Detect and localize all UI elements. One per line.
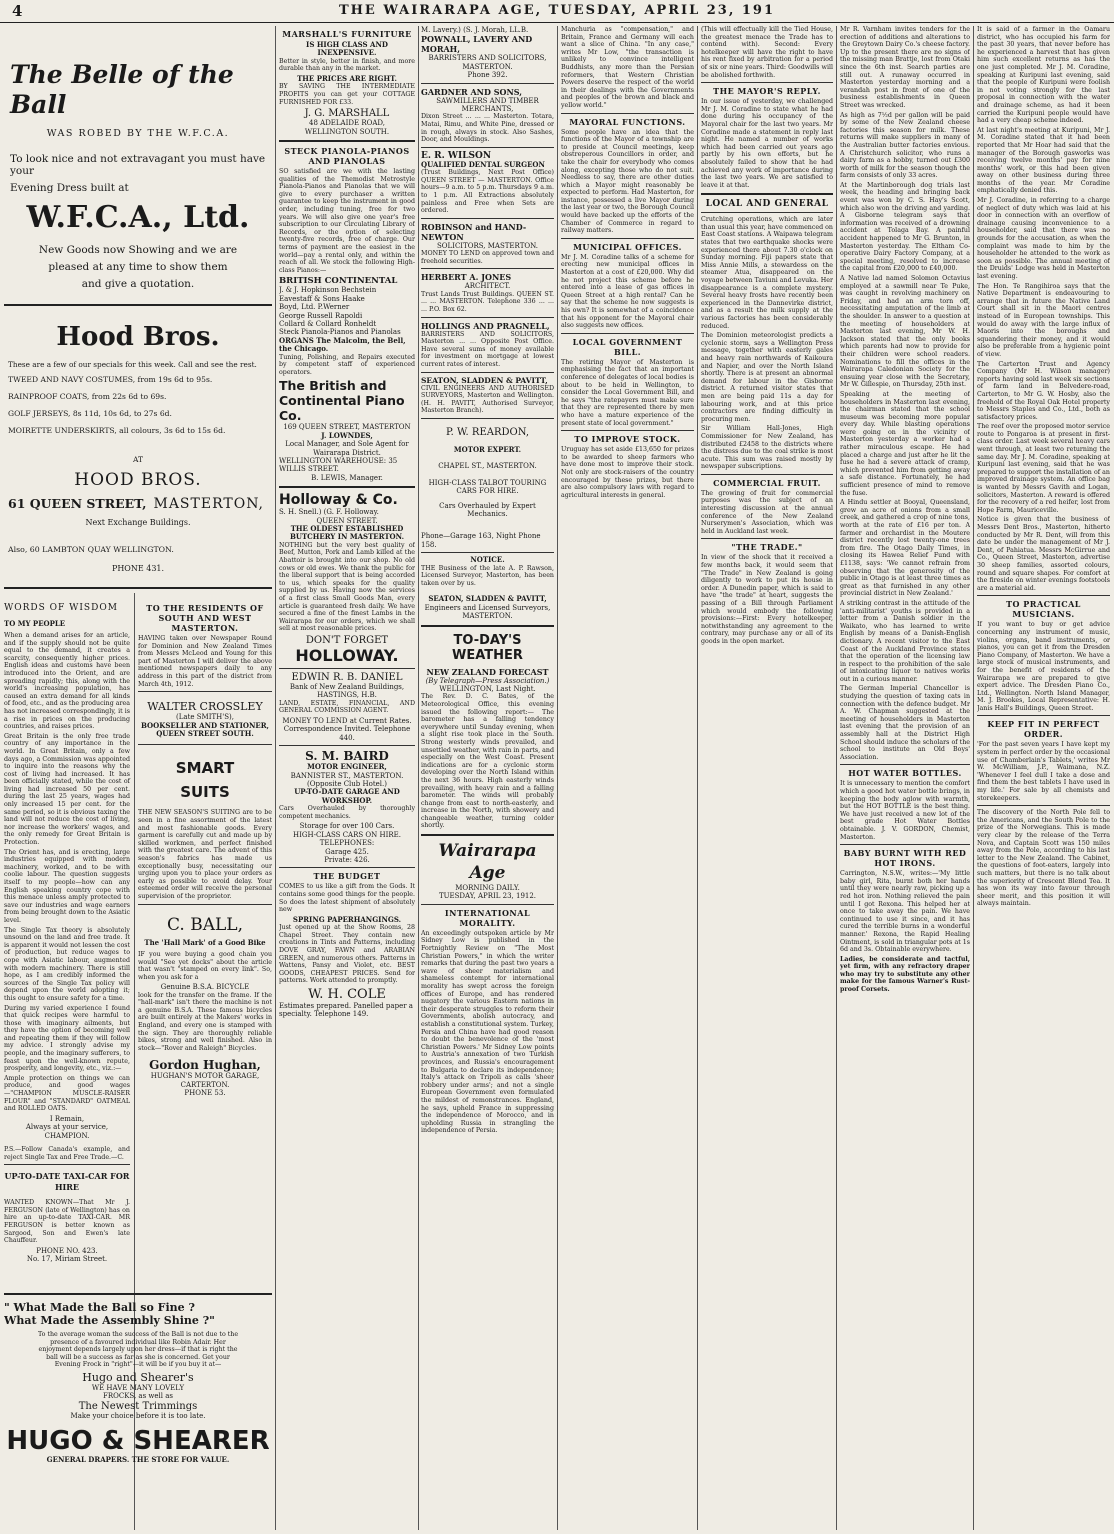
- baird-body: Cars Overhauled by thoroughly competent mechanics.: [279, 805, 415, 820]
- reardon-overhaul: Cars Overhauled by Expert Mechanics.: [439, 501, 536, 518]
- wilson-title: E. R. WILSON: [421, 150, 492, 161]
- steck-list-item: BRITISH CONTINENTAL: [279, 276, 398, 287]
- daniel-money: MONEY TO LEND at Current Rates.: [282, 716, 412, 725]
- pownall-sub: BARRISTERS AND SOLICITORS, MASTERTON.: [428, 54, 547, 71]
- marshall-body: Better in style, better in finish, and more durable than any in the market.: [279, 57, 415, 73]
- col4-para: The retiring Mayor of Masterton is emphasising the fact that an important conference of delegates of local bodies is about to be held in Wellington, to consider the Local Government Bill, and he says "the ratepayers must make sure that they are represented there by men who have a mature experience of the present state of local government.": [561, 358, 694, 427]
- baird-sub: MOTOR ENGINEER,: [307, 762, 387, 772]
- hugo-line: FROCKS, as well as: [102, 1392, 174, 1401]
- jones-sub: ARCHITECT.: [464, 282, 511, 291]
- wisdom-para: Ample protection on things we can produce, and good wages—"CHAMPION MUSCLE-RAISER FLOUR" and "STANDARD" OATMEAL and ROLLED OATS.: [4, 1074, 130, 1113]
- pownall-title: POWNALL, LAVERY AND MORAH,: [421, 34, 533, 55]
- hugo-line: Make your choice before it is too late.: [70, 1411, 206, 1420]
- col4-para: Manchuria as "compensation," and Britain, France and Germany will each want a slice of China. "In any case," writes Mr Low, "the transaction is unlikely to convince intelligent Buddhists, any more than the Persian reformers, that Western Christian Powers deserve the respect of the world in their dealings with the Governments and peoples of the brown and black and yellow world.": [561, 26, 694, 109]
- column-rule: [973, 26, 974, 1530]
- suits-title2: SUITS: [180, 783, 230, 802]
- col6-para: Carrington, N.S.W., writes:—'My little baby girl, Rita, burnt both her hands until they were nearly raw, picking up a red hot iron. Nothing relieved the pain until I got Rexona. This helped her at once to take away the pain. We have continued to use it since, and it has cured the terrible burns in a wonderful manner.' Rexona, the Rapid Healing Ointment, is sold in triangular pots at 1s 6d and 3s. Obtainable everywhere.: [840, 870, 970, 954]
- col4-para: Mr J. M. Coradine talks of a scheme for erecting new municipal offices in Masterton at a cost of £20,000. Why did he not project this scheme before he entered into a lease of gas offices in Queen Street at a high rental? Can he say that the scheme he now suggests is his own? It is somewhat of a coincidence that his opponent for the Mayoral chair also suggests new offices.: [561, 253, 694, 330]
- steck-list-item: George Russell Rapoldi: [279, 311, 363, 320]
- holloway-title: Holloway & Co.: [279, 492, 398, 509]
- municipal-title: MUNICIPAL OFFICES.: [573, 241, 682, 252]
- steck-list-item: Steck Pianola-Pianos and Pianolas: [279, 328, 401, 337]
- robinson-title: ROBINSON and HAND-NEWTON: [421, 221, 527, 242]
- hughan-garage: HUGHAN'S MOTOR GARAGE,: [150, 1072, 260, 1081]
- hugo-line: The Newest Trimmings: [78, 1400, 198, 1412]
- hood-next: Next Exchange Buildings.: [85, 518, 191, 527]
- hood-town: MASTERTON,: [153, 496, 264, 512]
- col4-para: Uruguay has set aside £13,650 for prizes to be awarded to sheep farmers who have done most to improve their stock. Not only are stock-raisers of the country encouraged by these prizes, but there are also compulsory laws with regard to agricultural interests in general.: [561, 446, 694, 499]
- notice-body: THE Business of the late A. P. Rawson, Licensed Surveyor, Masterton, has been taken over by us.: [421, 564, 554, 587]
- steck-tuning: Tuning, Polishing, and Repairs executed by competent staff of experienced operators.: [279, 353, 415, 376]
- ball-name: C. BALL,: [167, 914, 243, 935]
- crossley-late: (Late SMITH'S),: [176, 713, 234, 722]
- steck-list-item: Collard & Collard Ronheldt: [279, 319, 377, 328]
- wisdom-sub: TO MY PEOPLE: [4, 619, 66, 628]
- wisdom-title: WORDS OF WISDOM: [4, 603, 118, 613]
- ball-title2: What Made the Assembly Shine ?": [4, 1314, 215, 1327]
- wisdom-para: The Orient has, and is erecting, large industries equipped with modern machinery, worked, and to be with coolie labour. The question suggests itself to my people—how can any English speaking country cope with this menace unless amply protected to save our industries and wage earners from being brought down to the Asiatic level.: [4, 848, 130, 924]
- col5-para: In view of the shock that it received a few months back, it would seem that "The Trade" in New Zealand is going diligently to work to put its house in order. A Dunedin paper, which is said to have "the trade" at heart, suggests the passing of a Bill through Parliament which would embody the following provisions:—First: Every hotelkeeper, notwithstanding any agreement to the contrary, may purchase any or all of its goods in the open market.: [701, 554, 833, 645]
- belle-line: New Goods now Showing and we are: [38, 244, 238, 256]
- wisdom-ps: P.S.—Follow Canada's example, and reject Single Tax and Free Trade.—C.: [4, 1146, 130, 1161]
- baird-garage: UP-TO-DATE GARAGE AND WORKSHOP.: [294, 787, 400, 805]
- column-rule: [275, 26, 276, 1530]
- daniel-title: EDWIN R. B. DANIEL: [291, 671, 403, 683]
- hugo-brand: HUGO & SHEARER: [6, 1426, 270, 1457]
- marshall-title: MARSHALL'S FURNITURE: [282, 29, 412, 39]
- wisdom-para: The Single Tax theory is absolutely unsound on the land and free trade. It is apparent it would not lessen the cost of production, but reduce wages to cope with Asiatic labour, augmented with modern machinery. There is still hope, as I am credibly informed the sources of the Single Tax policy will depend upon the world adopting it; this ought to ensure safety for a time.: [4, 926, 130, 1002]
- masthead: [0, 0, 1114, 23]
- hood-address: 61 QUEEN STREET,: [8, 496, 147, 511]
- hood-item: TWEED AND NAVY COSTUMES, from 19s 6d to 95s.: [8, 375, 213, 384]
- bike-body2: look for the transfer on the frame. If the "hall-mark" isn't there the machine is not a genuine B.S.A. These famous bicycles are built entirely at the Makers' works in England, and every one is stamped with the sign. They are thoroughly reliable bikes, strong and well finished. Also in stock—"Rover and Raleigh" Bicycles.: [138, 991, 272, 1052]
- masthead-title: THE WAIRARAPA AGE, TUESDAY, APRIL 23, 191: [338, 3, 776, 18]
- mayoral-title: MAYORAL FUNCTIONS.: [569, 116, 686, 127]
- marshall-prices: THE PRICES ARE RIGHT.: [297, 74, 397, 83]
- pownall-names: M. Lavery.) (S. J. Morah, LL.B.: [421, 26, 529, 34]
- holloway-forget: DON'T FORGET: [305, 634, 389, 646]
- col6-para: Mr R. Varnham invites tenders for the erection of additions and alterations to the Greytown Dairy Co.'s cheese factory. Up to the present there are no signs of the missing man Brattje, lost from Otaki since the 6th inst. Search parties are still out. A runaway occurred in Masterton yesterday morning and a verandah post in front of one of the business establishments in Queen Street was wrecked.: [840, 26, 970, 109]
- wisdom-column: [4, 593, 130, 1264]
- steck-list-item: ORGANS The Malcolm, the Bell, the Chicago.: [279, 335, 406, 354]
- jones-body: Trust Lands Trust Buildings. QUEEN ST. ... ... MASTERTON. Telephone 336 ... ... ... P.O. Box 62.: [421, 290, 554, 313]
- seaton-body: CIVIL ENGINEERS AND AUTHORISED SURVEYORS, Masterton and Wellington. (H. H. PAVITT, Authorised Surveyor, Masterton Branch).: [421, 384, 554, 415]
- budget-title: THE BUDGET: [313, 871, 381, 882]
- steck-list-item: Boyd, Ltd. P.Werner: [279, 303, 350, 312]
- baby-burnt-title: BABY BURNT WITH RED HOT IRONS.: [843, 848, 967, 869]
- col6-para: At the Martinborough dog trials last week, the heading and bringing back event was won by C. S. Hay's Scott, which also won the driving and yarding. A Gisborne telegram says that information was received of a drowning accident at Tolaga Bay. A painful accident happened to Mr G. Brunton, in Masterton yesterday. The Eltham Co-operative Dairy Factory Company, at a special meeting, resolved to increase the capital from £20,000 to £40,000.: [840, 181, 970, 273]
- keep-fit-title: KEEP FIT IN PERFECT ORDER.: [987, 719, 1100, 740]
- holloway-names: S. H. Snell.) (G. F. Holloway.: [279, 508, 379, 517]
- budget-spring: SPRING PAPERHANGINGS.: [292, 914, 402, 924]
- col7-para: If you want to buy or get advice concerning any instrument of music, violins, organs, band instruments, or pianos, you can get it from the Dresden Piano Company, of Masterton. We have a large stock of musical instruments, and for the benefit of residents of the Wairarapa we are prepared to give expert advice. The Dresden Piano Co., Ltd., Wellington. North Island Manager, M. J. Brookes, Local Representative: H. Janis Hall's Buildings, Queen Street.: [977, 621, 1110, 712]
- hughan-phone: PHONE 53.: [184, 1089, 226, 1098]
- reardon-phone: Phone—Garage 163, Night Phone 158.: [421, 532, 541, 549]
- wisdom-para: Great Britain is the only free trade country of any importance in the world. In Great Britain, only a few days ago, a Commission was appointed to inquire into the reasons why the cost of living had increased. It has been officially stated, while the cost of living had increased 50 per cent. during the last 25 years, wages had only increased 15 per cent. for the same period, so it is obvious taxing the land will not reduce the cost of living, nor increase the workers' wages, and the only remedy for Great Britain is Protection.: [4, 732, 130, 847]
- col5-para: In our issue of yesterday, we challenged Mr J. M. Coradine to state what he had done during his occupancy of the Mayoral chair for the last two years. Mr Coradine made a statement in reply last night. He named a number of works which had been carried out years ago partly by his own efforts, but he absolutely failed to show that he had achieved any work of importance during the last two years. We are satisfied to leave it at that.: [701, 98, 833, 189]
- column-3: [421, 26, 554, 1530]
- piano-co: The British and Continental Piano Co.: [279, 378, 405, 424]
- left-advert-column: [4, 26, 272, 1530]
- reardon-sub: MOTOR EXPERT.: [453, 444, 522, 454]
- hughan-town: CARTERTON.: [180, 1080, 230, 1089]
- column-7: [977, 26, 1110, 1530]
- local-general-title: LOCAL AND GENERAL: [705, 199, 829, 210]
- notice-title: NOTICE.: [470, 555, 505, 565]
- bsa-label: Genuine B.S.A. BICYCLE: [160, 983, 250, 992]
- notice-firm: SEATON, SLADDEN & PAVITT,: [428, 594, 547, 604]
- piano-mgr: J. LOWNDES,: [321, 430, 373, 440]
- hood-advert: [4, 320, 272, 573]
- pownall-phone: Phone 392.: [467, 71, 508, 80]
- hot-water-title: HOT WATER BOTTLES.: [848, 768, 962, 779]
- marshall-town: WELLINGTON SOUTH.: [304, 127, 390, 136]
- ball-tag: The 'Hall Mark' of a Good Bike: [144, 937, 266, 947]
- baird-tel: TELEPHONES:: [319, 839, 375, 848]
- wilson-body: (Trust Buildings, Next Post Office) QUEEN STREET — MASTERTON. Office hours—9 a.m. to 5 p.m. Thursdays 9 a.m. to 1 p.m. All Extractions absolutely painless and Free when Sets are ordered.: [421, 169, 554, 215]
- col6-para: Speaking at the meeting of householders in Masterton last evening, the chairman stated that the school museum was becoming more popular every day. While blasting operations were going on in the vicinity of Masterton yesterday a worker had a rather miraculous escape. He had placed a charge and just after he lit the fuse he had a severe attack of cramp, which prevented him from getting away a safe distance. Fortunately, he had sufficient presence of mind to remove the fuse.: [840, 390, 970, 497]
- marshall-name: J. G. MARSHALL: [304, 108, 390, 120]
- col6-para: It is unnecessary to mention the comfort which a good hot water bottle brings, in keeping the body aglow with warmth, but the HOT BOTTLE is the best thing. We have just received a new lot of the best grade Hot Water Bottles obtainable. J. V. GORDON, Chemist, Masterton.: [840, 780, 970, 841]
- piano-lewis: B. LEWIS, Manager.: [311, 473, 383, 482]
- col5-para: Sir William Hall-Jones, High Commissioner for New Zealand, has distributed £2458 to the districts where the distress due to the coal strike is most acute. This sum was raised mostly by newspaper subscriptions.: [701, 425, 833, 471]
- holloway-sub: THE OLDEST ESTABLISHED BUTCHERY IN MASTERTON.: [289, 524, 405, 542]
- wfca-brand: W.F.C.A., Ltd.: [26, 200, 250, 235]
- page-number: 4: [12, 2, 23, 20]
- ball-body: To the average woman the success of the Ball is not due to the presence of a favoured individual like Robin Adair. Her enjoyment depends largely upon her dress—if that is right the ball will be a success as far as she is concerned. Get your Evening Frock in "right"—it will be if you buy it at—: [37, 1331, 239, 1369]
- wisdom-sign: I Remain,: [49, 1114, 85, 1123]
- taxi-phone: PHONE NO. 423.: [36, 1246, 98, 1255]
- col7-para: Mr J. Coradine, in referring to a charge of neglect of duty which was laid at his door in connection with an overflow of drainage causing inconvenience to a householder, said that there was no grounds for the accusation, as when the complaint was made to him by the householder he attended to the work as soon as possible. The annual meeting of the Druids' Lodge was held in Masterton last evening.: [977, 197, 1110, 280]
- marshall-save: BY SAVING THE INTERMEDIATE PROFITS you can get your COTTAGE FURNISHED FOR £33.: [279, 83, 415, 106]
- steck-list-item: J. & J. Hopkinson Bechstein: [279, 286, 377, 295]
- col6-para: The German Imperial Chancellor is studying the question of taxing cats in connection with the defence budget. Mr A. W. Chapman suggested at the meeting of householders in Masterton last evening that the provision of an assembly hall at the District High School should induce the scholars of the school to institute an Old Boys' Association.: [840, 685, 970, 761]
- column-5: [701, 26, 833, 1530]
- budget-body: COMES to us like a gift from the Gods. It contains some good things for the people. So does the latest shipment of absolutely new: [279, 883, 415, 914]
- wisdom-sign: CHAMPION.: [44, 1131, 90, 1140]
- notice-firm2: Engineers and Licensed Surveyors, MASTERTON.: [424, 603, 551, 621]
- hood-phone: PHONE 431.: [111, 564, 165, 573]
- marshall-addr: 48 ADELAIDE ROAD,: [309, 119, 385, 128]
- col5-para: (This will effectually kill the Tied House, the greatest menace the Trade has to contend with). Second: Every hotelkeeper will have the right to have his rent fixed by arbitration for a period of six or nine years. Third: Goodwills will be abolished forthwith.: [701, 26, 833, 79]
- belle-subtitle: WAS ROBED BY THE W.F.C.A.: [46, 128, 230, 139]
- weather-tel: (By Telegraph—Press Association.): [425, 676, 550, 685]
- belle-line: Evening Dress built at: [10, 182, 129, 194]
- col7-para: At last night's meeting at Kuripuni, Mr J. M. Coradine stated that it had been reported that Mr Hoar had said that the manager of the Borough gasworks was receiving twelve months' pay for nine months' work, or this had been given away on other business during three months of the year. Mr Coradine emphatically denied this.: [977, 126, 1110, 195]
- col7-para: The reef over the proposed motor service route to Pongaroa is at present in first-class order. Last week several heavy cars went through, at least two returning the same day. Mr J. M. Coradine, speaking at Kuripuni last evening, said that he was prepared to support the installation of an improved drainage system. An office bag is wanted by Messrs Gavith and Logan, solicitors, Masterton. A reward is offered for the recovery of a red heifer, lost from Hope Farm, Mauriceville.: [977, 423, 1110, 514]
- steck-body: SO satisfied are we with the lasting qualities of the Themodist Metrostyle Pianola-Pianos and Pianolas that we will give to every purchaser a written guarantee to keep the instrument in good order, including tuning, free for two years. We will also give one year's free subscription to our Circulating Library of Records, or the option of selecting twenty-five records, free of charge. Our terms of payment are the easiest in the world—pay a rental only, and within the reach of all. We stock the following High-class Pianos:—: [279, 168, 415, 274]
- weather-body: The Rev. D. C. Bates, of the Meteorological Office, this evening issued the following report:— The barometer has a falling tendency everywhere until Sunday evening, when a slight rise took place in the South. Strong westerly winds prevailed, and unsettled weather, with rain in parts, and especially on the West Coast. Present indications are for a cyclonic storm developing over the North Island within the next 36 hours. High easterly winds prevailing, with heavy rain and a falling barometer. The winds will probably change from east to north-easterly, and increase in the North, with showery and changeable weather, turning colder shortly.: [421, 693, 554, 830]
- col7-para: The Hon. Te Rangihiroa says that the Native Department is endeavouring to arrange that in future the Native Land Court shall sit in the Maori centres instead of in European townships. This would do away with the large influx of Maoris into the boroughs and squandering their money, and it would also be preferable from a hygienic point of view.: [977, 282, 1110, 358]
- hood-name: HOOD BROS.: [74, 470, 202, 490]
- col4-para: Some people have an idea that the functions of the Mayor of a township are to preside at Council meetings, keep obstreperous Councillors in order, and take the chair for everybody who comes along, excepting those who do not suit. Needless to say, there are other duties which a Mayor might reasonably be expected to perform. Had Masterton, for instance, possessed a live Mayor during the last year or two, the Borough Council would have backed up the efforts of the Chamber of Commerce in regard to railway matters.: [561, 128, 694, 235]
- column-2: [279, 26, 415, 1530]
- belle-title: The Belle of the Ball: [10, 60, 234, 119]
- baird-title: S. M. BAIRD: [305, 749, 389, 764]
- hugo-name: Hugo and Shearer's: [82, 1370, 194, 1384]
- residents-title: TO THE RESIDENTS OF SOUTH AND WEST MASTERTON.: [146, 603, 264, 633]
- intl-title: INTERNATIONAL MORALITY.: [444, 907, 531, 928]
- hood-title: Hood Bros.: [56, 322, 220, 352]
- jones-title: HERBERT A. JONES: [421, 272, 512, 283]
- intl-body: An exceedingly outspoken article by Mr Sidney Low is published in the Fortnightly Review on "The Most Christian Powers," in which the writer remarks that during the past two years a wave of sheer materialism and shameless contempt for international morality has swept across the foreign offices of Europe, and has rendered nugatory the various Eastern nations in their desperate struggles to reform their Governments, abolish autocracy, and establish a constitutional system. Turkey, Persia and China have had good reason to doubt the benevolence of the 'most Christian Powers.' Mr Sidney Low points to Austria's annexation of two Turkish provinces, and Russia's encouragement to Bulgaria to declare its independence; Italy's attack on Tripoli as calls 'sheer robbery under arms'; and not a single European Government even formulated the mildest of remonstrances. England, he says, upheld France in suppressing the independence of Morocco, and in upholding Russia in strangling the independence of Persia.: [421, 929, 554, 1135]
- piano-wh: WELLINGTON WAREHOUSE: 35 WILLIS STREET.: [279, 456, 398, 474]
- hood-item: MOIRETTE UNDERSKIRTS, all colours, 3s 6d to 15s 6d.: [8, 426, 226, 435]
- daniel-town: HASTINGS, H.B.: [317, 691, 377, 700]
- holloway-name: HOLLOWAY.: [295, 645, 399, 665]
- column-4: [561, 26, 694, 1530]
- daniel-corr: Correspondence Invited. Telephone 440.: [283, 725, 411, 742]
- belle-line: To look nice and not extravagant you must have your: [10, 153, 266, 177]
- hugo-foot: GENERAL DRAPERS. THE STORE FOR VALUE.: [46, 1455, 230, 1465]
- suits-body: THE NEW SEASON'S SUITING are to be seen in a fine assortment of the latest and most fashionable goods. Every garment is carefully cut and made up by skilled workmen, and perfect finished with the greatest care. The advent of this season's fabrics has made us exceptionally busy, necessitating our urging upon you to place your orders as early as possible to avoid delay. Your esteemed order will receive the personal supervision of the proprietor.: [138, 809, 272, 900]
- cole-foot: Estimates prepared. Panelled paper a specialty. Telephone 149.: [279, 1001, 413, 1019]
- reardon-cars: HIGH-CLASS TALBOT TOURING CARS FOR HIRE.: [428, 478, 547, 496]
- holloway-street: QUEEN STREET.: [316, 516, 378, 525]
- baird-addr: BANNISTER ST., MASTERTON. (Opposite Club Hotel.): [290, 771, 404, 788]
- reardon-title: P. W. REARDON,: [445, 426, 530, 438]
- taxi-addr: No. 17, Miriam Street.: [26, 1255, 108, 1264]
- col6-ladies: Ladies, be considerate and tactful, yet firm, with any refractory draper who may try to substitute any other make for the famous Warner's Rust-proof Corsets.: [840, 955, 970, 994]
- weather-place: WELLINGTON, Last Night.: [439, 684, 536, 693]
- residents-column: [138, 593, 272, 1098]
- daniel-sub: Bank of New Zealand Buildings,: [289, 682, 405, 691]
- paper-date: TUESDAY, APRIL 23, 1912.: [438, 892, 537, 901]
- wisdom-sign: Always at your service,: [25, 1123, 109, 1132]
- baird-tel2: Private: 426.: [324, 856, 370, 864]
- musicians-title: TO PRACTICAL MUSICIANS.: [1006, 599, 1081, 620]
- ball-advert: [4, 1293, 272, 1465]
- column-rule: [418, 26, 419, 1530]
- col7-para: The discovery of the North Pole fell to the Americans, and the South Pole to the prize of the Norwegians. This is made very clear by the release of the Terra Nova, and Captain Scott was 150 miles away from the Pole, according to his last letter to the New Zealand. The Cabinet, the questions of foot-eaters, largely into such matters, but there is no talk about the superiority of Crescent Blend Tea. It has won its way into favour through sheer merit, and this position it will always maintain.: [977, 809, 1110, 908]
- piano-mgr2: Local Manager, and Sole Agent for Wairarapa District.: [285, 440, 409, 457]
- reardon-addr: CHAPEL ST., MASTERTON.: [438, 462, 537, 471]
- hood-also: Also, 60 LAMBTON QUAY WELLINGTON.: [8, 545, 174, 554]
- belle-advert: [4, 26, 272, 292]
- col6-para: A striking contrast in the attitude of the 'anti-militarist' youths is provided in a letter from a Danish soldier in the Waikato, who has learned to write English by means of a Danish-English dictionary. A recent visitor to the East Coast of the Auckland Province states that the operation of the licensing law in respect to the prohibition of the sale of intoxicating liquor to natives works out in a curious manner.: [840, 599, 970, 683]
- taxi-title: UP-TO-DATE TAXI-CAR FOR HIRE: [4, 1171, 130, 1193]
- col7-para: It is said of a farmer in the Oamaru district, who has occupied his farm for the past 30 years, that never before has he experienced a harvest that has given him such excellent returns as has the one just completed. Mr J. M. Coradine, speaking at Kuripuni last evening, said that the people of Kuripuni were foolish in not voting strongly for the last proposal in connection with the water and drainage scheme, as had it been carried the Kuripuni people would have had a very cheap scheme indeed.: [977, 26, 1110, 125]
- taxi-body: WANTED KNOWN—That Mr J. FERGUSON (late of Wellington) has on hire an up-to-date TAXI-CAR. MR FERGUSON is better known as Sargood, Son and Ewen's late Chauffeur.: [4, 1199, 130, 1245]
- column-rule: [697, 26, 698, 1530]
- column-rule: [557, 26, 558, 1530]
- robinson-sub: SOLICITORS, MASTERTON.: [437, 241, 538, 250]
- belle-line: pleased at any time to show them: [48, 261, 228, 273]
- baird-hire: HIGH-CLASS CARS ON HIRE.: [293, 830, 401, 839]
- piano-addr: 169 QUEEN STREET, MASTERTON: [283, 423, 411, 432]
- col7-para: Notice is given that the business of Messrs Dent Bros., Masterton, hitherto conducted by Mr R. Dent, will from this date be under the management of Mr J. Dent, of Pahiatua. Messrs McGirrue and Co., Queen Street, Masterton, advertise 30 sheep families, assorted colours, round and square shapes. For comfort at the fireside on winter evenings footstools are a material aid.: [977, 516, 1110, 592]
- steck-title: STECK PIANOLA-PIANOS AND PIANOLAS: [284, 146, 410, 166]
- weather-sub: NEW ZEALAND FORECAST: [426, 666, 549, 677]
- paper-name: Wairarapa Age: [438, 841, 537, 884]
- hollings-body: BARRISTERS AND SOLICITORS, Masterton ... ... Opposite Post Office. Have several sums of money available for investment on mortgage at lowest current rates of interest.: [421, 330, 554, 368]
- mayors-reply-title: THE MAYOR'S REPLY.: [713, 86, 821, 97]
- col7-para: The Carterton Trust and Agency Company (Mr H. Wilson manager) reports having sold last week six sections of farm land in Belvedere-road, Carterton, to Mr G. W. Hosby, also the freehold of the Royal Oak Hotel property to Messrs Staples and Co., Ltd., both as satisfactory prices.: [977, 360, 1110, 421]
- col6-para: A Hindu settler at Booyal, Queensland, grew an acre of onions from a small creek, and gathered a crop of nine tons, worth at the rate of £16 per ton. A farmer and orchardist in the Moutere district recently lost twenty-one trees from fire. The Otago Daily Times, in closing its Hawea Relief Fund with £1138, says: 'We cannot refrain from observing that the generosity of the public in Otago is at least three times as great as that furnished in any other provincial district in New Zealand.': [840, 499, 970, 598]
- col5-para: The Dominion meteorologist predicts a cyclonic storm, says a Wellington Press message, together with easterly gales and heavy rain northwards of Kaikoura and Napier, and over the North Island shortly. There is at present an abnormal demand for labour in the Gisborne district. A returned visitor states that men are being paid 11s a day for labouring work, and at this price contractors are finding difficulty in procuring men.: [701, 332, 833, 423]
- budget-body2: Just opened up at the Show Rooms, 28 Chapel Street. They contain new creations in Tints and Patterns, including DOVE GRAY, FAWN and ARABIAN GREEN, and numerous others. Patterns in Wattens, Pansy and Violet, etc. BEST GOODS, CHEAPEST PRICES. Send for patterns. Work attended to promptly.: [279, 924, 415, 985]
- hood-item: RAINPROOF COATS, from 22s 6d to 69s.: [8, 392, 167, 401]
- improve-stock-title: TO IMPROVE STOCK.: [574, 434, 681, 445]
- hughan-name: Gordon Hughan,: [149, 1058, 261, 1073]
- col5-para: Crutching operations, which are later than usual this year, have commenced on East Coast stations. A Waipawa telegram states that two earthquake shocks were experienced there about 7.30 o'clock on Sunday morning. Fiji papers state that Miss Annie Mills, a stewardess on the steamer Atua, disappeared on the voyage between Taviuni and Levuka. Her disappearance is a complete mystery. Several heavy frosts have recently been experienced in the Dannevirke district, and as a result the milk supply at the various factories has been considerably reduced.: [701, 216, 833, 330]
- gardner-title: GARDNER AND SONS,: [421, 86, 523, 97]
- holloway-body: NOTHING but the very best quality of Beef, Mutton, Pork and Lamb killed at the Abattoir is brought into our shop. No old cows or old ewes. We thank the public for the liberal support that is being accorded to us, which speaks for the quality supplied by us. Having now the services of a first class Small Goods Man, every article is guaranteed fresh daily. We have secured a fine of the finest Lambs in the Wairarapa for our orders, which we shall sell at most reasonable prices.: [279, 541, 415, 633]
- crossley-trade: BOOKSELLER AND STATIONER, QUEEN STREET SOUTH.: [141, 720, 269, 738]
- hugo-line: WE HAVE MANY LOVELY: [91, 1383, 185, 1392]
- marshall-sub: IS HIGH CLASS AND INEXPENSIVE.: [306, 40, 388, 58]
- hood-item: GOLF JERSEYS, 8s 11d, 10s 6d, to 27s 6d.: [8, 409, 172, 418]
- steck-list-item: Eavestaff & Sons Haake: [279, 294, 365, 303]
- paper-sub: MORNING DAILY.: [455, 884, 520, 893]
- col5-para: The growing of fruit for commercial purposes was the subject of an interesting discussion at the annual conference of the New Zealand Nurserymen's Association, which was held in Auckland last week.: [701, 489, 833, 535]
- gardner-body: Dixon Street ... ... ... Masterton. Totara, Matai, Rimu, and White Pine, dressed or in rough, always in stock. Also Sashes, Door, and Mouldings.: [421, 113, 554, 144]
- hollings-title: HOLLINGS AND PRAGNELL,: [421, 320, 550, 331]
- commercial-fruit-title: COMMERCIAL FRUIT.: [713, 477, 821, 488]
- belle-line: and give a quotation.: [81, 278, 195, 290]
- wisdom-para: During my varied experience I found that quick recipes were harmful to those with imaginary ailments, but they have the option of becoming well and repeating them if they will follow my advice. I strongly advise my people, and the imaginary sufferers, to feast upon the well-known repute, prosperity, and longevity, etc., viz.:—: [4, 1004, 130, 1073]
- residents-body: HAVING taken over Newspaper Round for Dominion and New Zealand Times from Messrs McLeod and Young for this part of Masterton I will deliver the above mentioned newspapers daily to any address in this part of the district from March 4th, 1912.: [138, 635, 272, 688]
- gardner-sub: SAWMILLERS AND TIMBER MERCHANTS,: [436, 96, 539, 114]
- bike-body: IF you were buying a good chain you would "See yet docks" about the article that wasn't "stamped on every link". So, when you ask for a: [138, 950, 272, 981]
- col6-para: As high as 7½d per gallon will be paid by some of the New Zealand cheese factories this season for milk. These returns will make suppliers in many of the Australian butter factories envious. A Christchurch solicitor, who runs a dairy farm as a hobby, turned out £300 worth of milk for the season though the farm consists of only 33 acres.: [840, 111, 970, 180]
- daniel-body: LAND, ESTATE, FINANCIAL, AND GENERAL COMMISSION AGENT.: [279, 699, 415, 715]
- seaton-title: SEATON, SLADDEN & PAVITT,: [421, 375, 548, 385]
- hood-at: AT: [132, 455, 143, 464]
- robinson-body: MONEY TO LEND on approved town and freehold securities.: [421, 250, 554, 265]
- trade-title: "THE TRADE.": [731, 542, 803, 553]
- wisdom-para: When a demand arises for an article, and if the supply should not be quite equal to the demand, it creates a scarcity, consequently higher prices. English ideas and customs have been introduced into the Orient, and are spreading rapidly; this, along with the world's increasing population, has caused an extra demand for all kinds of food, etc., and as the producing area has not increased correspondingly, it is a rise in prices on the producing countries, and raises prices.: [4, 632, 130, 731]
- suits-title1: SMART: [175, 759, 235, 778]
- crossley-name: WALTER CROSSLEY: [147, 700, 263, 714]
- baird-storage: Storage for over 100 Cars.: [299, 822, 395, 831]
- baird-tel1: Garage 425.: [325, 847, 369, 856]
- local-govt-title: LOCAL GOVERNMENT BILL.: [572, 336, 683, 357]
- ball-title1: " What Made the Ball so Fine ?: [4, 1301, 195, 1314]
- column-rule: [836, 26, 837, 1530]
- hood-intro: These are a few of our specials for this week. Call and see the rest.: [8, 360, 257, 369]
- col6-para: A Native lad named Solomon Octavius employed at a sawmill near Te Puke, was caught in revolving machinery on Friday, and had an arm torn off, necessitating amputation of the limb at the shoulder. In answer to a question at the meeting of householders at Masterton last evening, Mr W. H. Jackson stated that the only books which parents had now to provide for their children were school readers. Nominations to fill the offices in the Wairarapa Caledonian Society for the ensuing year close with the Secretary, Mr W. Gillespie, on Thursday, 25th inst.: [840, 275, 970, 389]
- column-6: [840, 26, 970, 1530]
- wilson-sub: QUALIFIED DENTAL SURGEON: [421, 159, 545, 169]
- cole-name: W. H. COLE: [308, 986, 386, 1002]
- col7-para: 'For the past seven years I have kept my system in perfect order by the occasional use of Chamberlain's Tablets,' writes Mr W. McWilliam, J.P., Waimana, N.Z. 'Whenever I feel dull I take a dose and find them the best tablets I have used in my life.' For sale by all chemists and storekeepers.: [977, 741, 1110, 802]
- weather-title: TO-DAY'S WEATHER: [452, 632, 523, 663]
